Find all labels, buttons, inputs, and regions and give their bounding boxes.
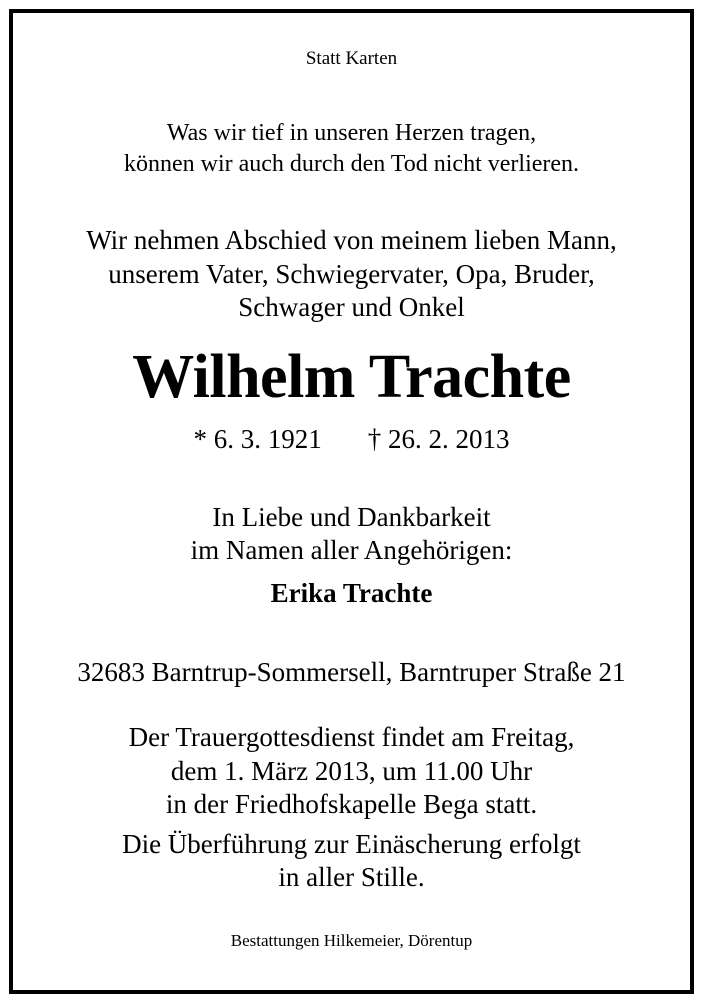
birth-date: * 6. 3. 1921 bbox=[193, 424, 322, 454]
service-line-1: Der Trauergottesdienst findet am Freitag, bbox=[128, 722, 575, 752]
cremation-line-2: in aller Stille. bbox=[278, 862, 425, 892]
mourners-line-2: im Namen aller Angehörigen: bbox=[190, 535, 513, 565]
life-dates bbox=[0, 424, 703, 455]
service-line-3: in der Friedhofskapelle Bega statt. bbox=[165, 789, 538, 819]
deceased-name: Wilhelm Trachte bbox=[132, 343, 571, 411]
cremation-line-1: Die Überführung zur Einäscherung erfolgt bbox=[122, 829, 581, 859]
service-line-2: dem 1. März 2013, um 11.00 Uhr bbox=[170, 756, 533, 786]
death-date: † 26. 2. 2013 bbox=[367, 424, 510, 454]
mourners-line-1: In Liebe und Dankbarkeit bbox=[212, 502, 491, 532]
undertaker-credit: Bestattungen Hilkemeier, Dörentup bbox=[230, 931, 473, 950]
address: 32683 Barntrup-Sommersell, Barntruper Straße 21 bbox=[77, 657, 626, 687]
signer-name: Erika Trachte bbox=[270, 578, 433, 608]
statt-karten-heading: Statt Karten bbox=[305, 48, 398, 69]
verse-line-2: können wir auch durch den Tod nicht verlieren. bbox=[123, 151, 580, 177]
intro-line-2: unserem Vater, Schwiegervater, Opa, Bruder, bbox=[108, 259, 595, 289]
intro-line-1: Wir nehmen Abschied von meinem lieben Mann, bbox=[86, 225, 617, 255]
verse-line-1: Was wir tief in unseren Herzen tragen, bbox=[166, 120, 537, 146]
intro-line-3: Schwager und Onkel bbox=[238, 292, 465, 322]
